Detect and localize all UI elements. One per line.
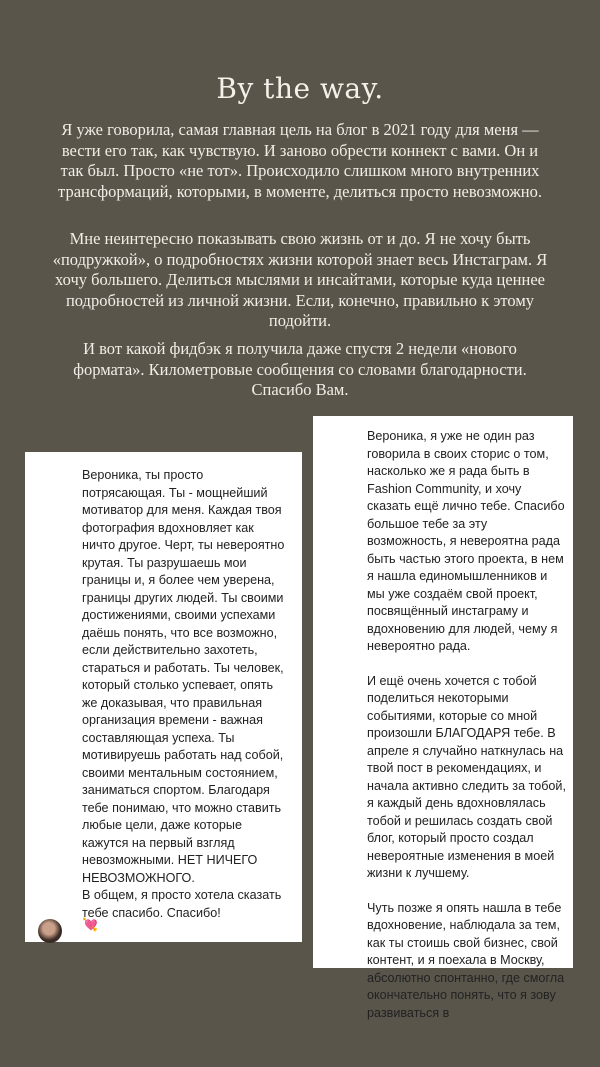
message-screenshot-left [25,452,302,942]
message-body: Вероника, ты просто потрясающая. Ты - мощнейший мотиватор для меня. Каждая твоя фотография вдохновляет как ничто другое. Черт, ты невероятно крутая. Ты разрушаешь мои границы и, я более чем уверена, границы других людей. Ты своими достижениями, своими успехами даёшь понять, что все возможно, если действительно захотеть, стараться и работать. Ты человек, который столько успевает, опять же доказывая, что правильная организация времени - важная составляющая успеха. Ты мотивируешь работать над собой, своими ментальным состоянием, заниматься спортом. Благодаря тебе понимаю, что можно ставить любые цели, даже которые кажутся на первый взгляд невозможными. НЕТ НИЧЕГО НЕВОЗМОЖНОГО. [82,468,285,885]
message-text [367,428,567,1022]
story-paragraph-2: Мне неинтересно показывать свою жизнь от и до. Я не хочу быть «подружкой», о подробностях жизни которой знает весь Инстаграм. Я хочу большего. Делиться мыслями и инсайтами, которые куда ценнее подробностей из личной жизни. Если, конечно, правильно к этому подойти. [52,229,548,330]
story-paragraph-1: Я уже говорила, самая главная цель на блог в 2021 году для меня — вести его так, как чувствую. И заново обрести коннект с вами. Он и так был. Просто «не тот». Происходило слишком много внутренних трансформаций, которыми, в моменте, делиться просто невозможно. [58,120,542,201]
message-screenshot-right [313,416,573,1020]
avatar [38,919,62,943]
message-body-closing: В общем, я просто хотела сказать тебе спасибо. Спасибо! [82,888,282,920]
message-paragraph: И ещё очень хочется с тобой поделиться некоторыми событиями, которые со мной произошли БЛАГОДАРЯ тебе. В апреле я случайно наткнулась на твой пост в рекомендациях, и начала активно следить за тобой, я каждый день вдохновлялась тобой и решилась создать свой блог, который просто создал невероятные изменения в моей жизни к лучшему. [367,673,566,880]
heart-arrow-icon: 💘 [82,917,99,932]
message-text [82,467,287,922]
story-paragraph-3: И вот какой фидбэк я получила даже спустя 2 недели «нового формата». Километровые сообщения со словами благодарности. Спасибо Вам. [73,339,527,399]
message-paragraph: Чуть позже я опять нашла в тебе вдохновение, наблюдала за тем, как ты стоишь свой бизнес, свой контент, и я поехала в Москву, абсолютно спонтанно, где смогла окончательно понять, что я зову развиваться в [367,900,565,1020]
story-title: By the way. [216,72,384,105]
message-paragraph: Вероника, я уже не один раз говорила в своих сторис о том, насколько же я рада быть в Fashion Community, и хочу сказать ещё лично тебе. Спасибо большое тебе за эту возможность, я невероятна рада быть частью этого проекта, в нем я нашла единомышленников и мы уже создаём свой проект, посвящённый инстаграму и вдохновению для людей, чему я невероятно рада. [367,429,565,653]
